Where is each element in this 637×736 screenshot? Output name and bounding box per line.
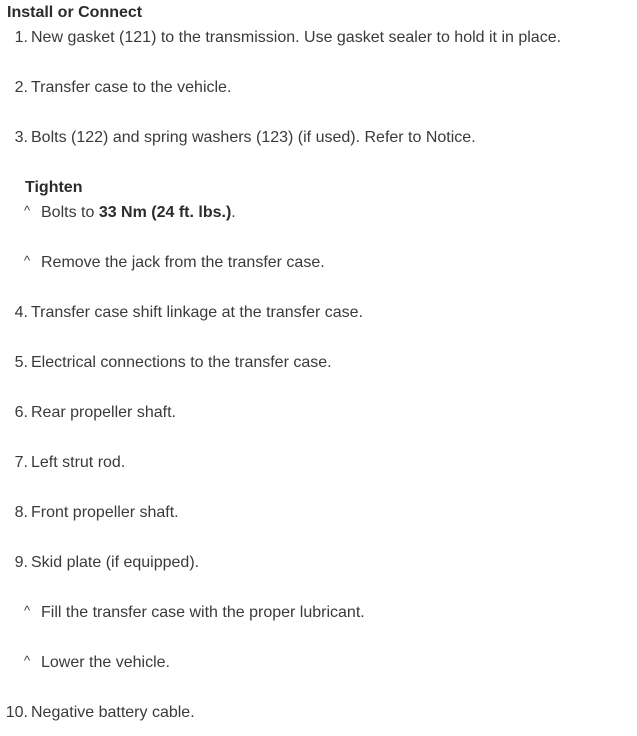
step-number: 9. xyxy=(14,554,28,571)
bullet-text: Lower the vehicle. xyxy=(41,654,170,671)
step-number: 6. xyxy=(14,404,28,421)
step-text: Transfer case to the vehicle. xyxy=(31,79,232,96)
tighten-label: Tighten xyxy=(25,179,83,196)
bullet-text: Remove the jack from the transfer case. xyxy=(41,254,325,271)
step-number: 10. xyxy=(5,704,28,721)
step-text: Bolts (122) and spring washers (123) (if used). Refer to Notice. xyxy=(31,129,476,146)
step-number: 8. xyxy=(14,504,28,521)
step-text: Rear propeller shaft. xyxy=(31,404,176,421)
step-text: Left strut rod. xyxy=(31,454,126,471)
section-heading: Install or Connect xyxy=(7,4,143,21)
step-number: 5. xyxy=(14,354,28,371)
tighten-suffix: . xyxy=(231,204,236,221)
step-number: 4. xyxy=(14,304,28,321)
step-text: Electrical connections to the transfer case. xyxy=(31,354,332,371)
tighten-spec xyxy=(41,203,236,223)
step-text: Skid plate (if equipped). xyxy=(31,554,200,571)
caret-bullet-icon: ^ xyxy=(24,603,31,618)
step-text: Front propeller shaft. xyxy=(31,504,179,521)
step-text: New gasket (121) to the transmission. Use gasket sealer to hold it in place. xyxy=(31,29,562,46)
torque-value: 33 Nm (24 ft. lbs.) xyxy=(98,204,232,221)
step-number: 2. xyxy=(14,79,28,96)
caret-bullet-icon: ^ xyxy=(24,653,31,668)
step-text: Negative battery cable. xyxy=(31,704,195,721)
step-number: 7. xyxy=(14,454,28,471)
tighten-prefix: Bolts to xyxy=(41,204,99,221)
step-number: 1. xyxy=(14,29,28,46)
caret-bullet-icon: ^ xyxy=(24,253,31,268)
bullet-text: Fill the transfer case with the proper lubricant. xyxy=(41,604,365,621)
step-text: Transfer case shift linkage at the transfer case. xyxy=(31,304,364,321)
step-number: 3. xyxy=(14,129,28,146)
caret-bullet-icon: ^ xyxy=(24,203,31,218)
